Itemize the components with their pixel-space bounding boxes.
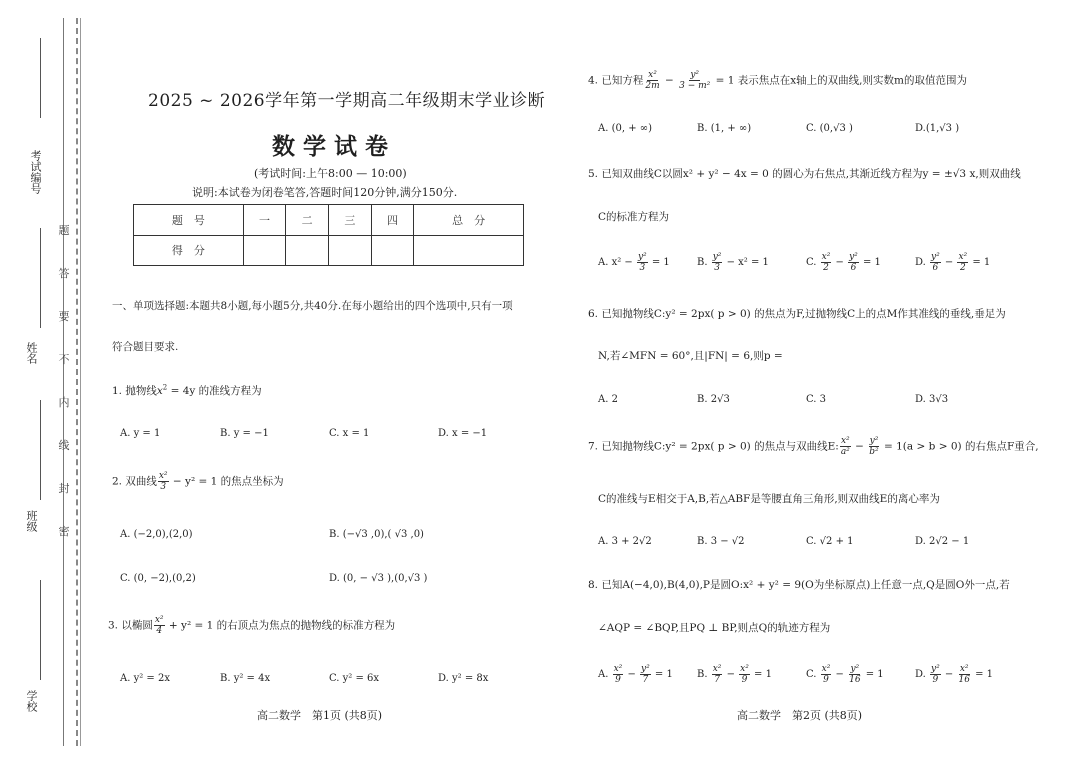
score-table [133, 204, 524, 266]
q8-option-d: D. $\frac{\text{y²}}{9}$ − $\frac{\text{x²}}{16}$ = 1 [915, 664, 994, 685]
score-cell [243, 235, 286, 266]
seal-char-4: 不 [58, 353, 70, 366]
q4-stem: 4. 已知方程 $\frac{\text{x²}}{2m}$ − $\frac{\text{y²}}{\text{3 − m²}}$ = 1 表示焦点在x轴上的双曲线,则实数m的取值范围为 [588, 70, 967, 91]
exam-note: 说明:本试卷为闭卷笔答,答题时间120分钟,满分150分. [192, 186, 458, 199]
q8-option-a: A. $\frac{\text{x²}}{9}$ − $\frac{\text{y²}}{7}$ = 1 [598, 664, 673, 685]
q7-option-d: D. 2√2 − 1 [915, 536, 970, 547]
q4-option-b: B. (1, + ∞) [697, 123, 752, 134]
name-label: 姓名 [25, 342, 38, 364]
score-cell [414, 235, 524, 266]
binding-line-outer [63, 18, 64, 746]
seal-char-1: 题 [58, 224, 70, 237]
q5-option-a: A. x² − $\frac{\text{y²}}{3}$ = 1 [598, 252, 670, 273]
q8-option-b: B. $\frac{\text{x²}}{7}$ − $\frac{\text{x²}}{9}$ = 1 [697, 664, 772, 685]
q2-option-c: C. (0, −2),(0,2) [120, 573, 196, 584]
q6-option-d: D. 3√3 [915, 394, 949, 405]
q7-stem-line2: C的准线与E相交于A,B,若△ABF是等腰直角三角形,则双曲线E的离心率为 [598, 493, 940, 505]
q6-option-b: B. 2√3 [697, 394, 730, 405]
q1-option-d: D. x = −1 [438, 428, 488, 439]
q1-stem: 1. 抛物线$x^2 = 4y$ 的准线方程为 [112, 383, 262, 397]
score-cell: 一 [243, 205, 286, 236]
page2-footer: 高二数学 第2页 (共8页) [737, 709, 863, 722]
q1-option-b: B. y = −1 [220, 428, 269, 439]
q4-option-d: D.(1,√3 ) [915, 123, 960, 134]
binding-line-inner [80, 18, 81, 746]
q7-option-a: A. 3 + 2√2 [598, 536, 652, 547]
class-label: 班级 [25, 510, 38, 532]
score-cell [286, 235, 329, 266]
q3-option-a: A. y² = 2x [120, 673, 170, 684]
q3-option-d: D. y² = 8x [438, 673, 489, 684]
school-underline [40, 580, 42, 680]
q8-stem-line1: 8. 已知A(−4,0),B(4,0),P是圆O:x² + y² = 9(O为坐标原点)上任意一点,Q是圆O外一点,若 [588, 579, 1010, 591]
class-underline [40, 400, 42, 500]
name-underline [40, 228, 42, 328]
section-instruction-line1: 一、单项选择题:本题共8小题,每小题5分,共40分.在每小题给出的四个选项中,只有一项 [112, 300, 513, 312]
section-instruction-line2: 符合题目要求. [112, 341, 179, 353]
q2-stem: 2. 双曲线 $\frac{\text{x²}}{3}$ − y² = 1 的焦点坐标为 [112, 471, 284, 492]
q7-option-b: B. 3 − √2 [697, 536, 745, 547]
q5-option-c: C. $\frac{\text{x²}}{2}$ − $\frac{\text{y²}}{6}$ = 1 [806, 252, 881, 273]
seal-char-5: 内 [58, 396, 70, 409]
q1-option-c: C. x = 1 [329, 428, 370, 439]
q7-option-c: C. √2 + 1 [806, 536, 854, 547]
score-cell [371, 235, 414, 266]
score-cell: 四 [371, 205, 414, 236]
q4-option-c: C. (0,√3 ) [806, 123, 853, 134]
score-table-header-row [134, 205, 524, 236]
q8-option-c: C. $\frac{\text{x²}}{9}$ − $\frac{\text{y²}}{16}$ = 1 [806, 664, 884, 685]
q5-option-b: B. $\frac{\text{y²}}{3}$ − x² = 1 [697, 252, 769, 273]
binding-line-dashed [76, 18, 78, 746]
q5-option-d: D. $\frac{\text{y²}}{6}$ − $\frac{\text{x²}}{2}$ = 1 [915, 252, 991, 273]
subject-title: 数学试卷 [272, 134, 396, 160]
q3-option-b: B. y² = 4x [220, 673, 271, 684]
q7-stem-line1: 7. 已知抛物线C:y² = 2px( p > 0) 的焦点与双曲线E: $\frac{\text{x²}}{\text{a²}}$ − $\frac{\text{y²}}{\text{b²}}$ = 1(a > b > 0) 的右焦点F重合, [588, 436, 1039, 457]
page1-footer: 高二数学 第1页 (共8页) [257, 709, 383, 722]
q2-option-d: D. (0, − √3 ),(0,√3 ) [329, 573, 428, 584]
score-cell: 二 [286, 205, 329, 236]
q2-option-a: A. (−2,0),(2,0) [120, 529, 193, 540]
exam-time: (考试时间:上午8:00 — 10:00) [254, 167, 407, 180]
seal-char-7: 封 [58, 482, 70, 495]
q2-option-b: B. (−√3 ,0),( √3 ,0) [329, 529, 424, 540]
seal-char-2: 答 [58, 267, 70, 280]
q8-stem-line2: ∠AQP = ∠BQP,且PQ ⊥ BP,则点Q的轨迹方程为 [598, 622, 831, 634]
q6-stem-line2: N,若∠MFN = 60°,且|FN| = 6,则p = [598, 350, 783, 362]
exam-no-label: 考试编号 [29, 150, 42, 194]
q5-stem-line1: 5. 已知双曲线C以圆x² + y² − 4x = 0 的圆心为右焦点,其渐近线方程为y = ±√3 x,则双曲线 [588, 168, 1021, 180]
q6-option-a: A. 2 [598, 394, 618, 405]
q6-stem-line1: 6. 已知抛物线C:y² = 2px( p > 0) 的焦点为F,过抛物线C上的点M作其准线的垂线,垂足为 [588, 308, 1006, 320]
q1-option-a: A. y = 1 [120, 428, 161, 439]
seal-char-3: 要 [58, 310, 70, 323]
score-table-score-row [134, 235, 524, 266]
exam-no-underline [40, 38, 42, 118]
school-label: 学校 [25, 690, 38, 712]
q6-option-c: C. 3 [806, 394, 827, 405]
score-cell [329, 235, 372, 266]
score-cell: 三 [329, 205, 372, 236]
q3-stem: 3. 以椭圆 $\frac{\text{x²}}{4}$ + y² = 1 的右顶点为焦点的抛物线的标准方程为 [108, 615, 396, 636]
score-cell: 总 分 [414, 205, 524, 236]
score-cell: 得 分 [134, 235, 244, 266]
seal-char-6: 线 [58, 439, 70, 452]
q4-option-a: A. (0, + ∞) [598, 123, 652, 134]
q3-option-c: C. y² = 6x [329, 673, 380, 684]
seal-char-8: 密 [58, 525, 70, 538]
q5-stem-line2: C的标准方程为 [598, 211, 670, 223]
score-cell: 题 号 [134, 205, 244, 236]
exam-title: 2025 ~ 2026学年第一学期高二年级期末学业诊断 [148, 91, 546, 111]
